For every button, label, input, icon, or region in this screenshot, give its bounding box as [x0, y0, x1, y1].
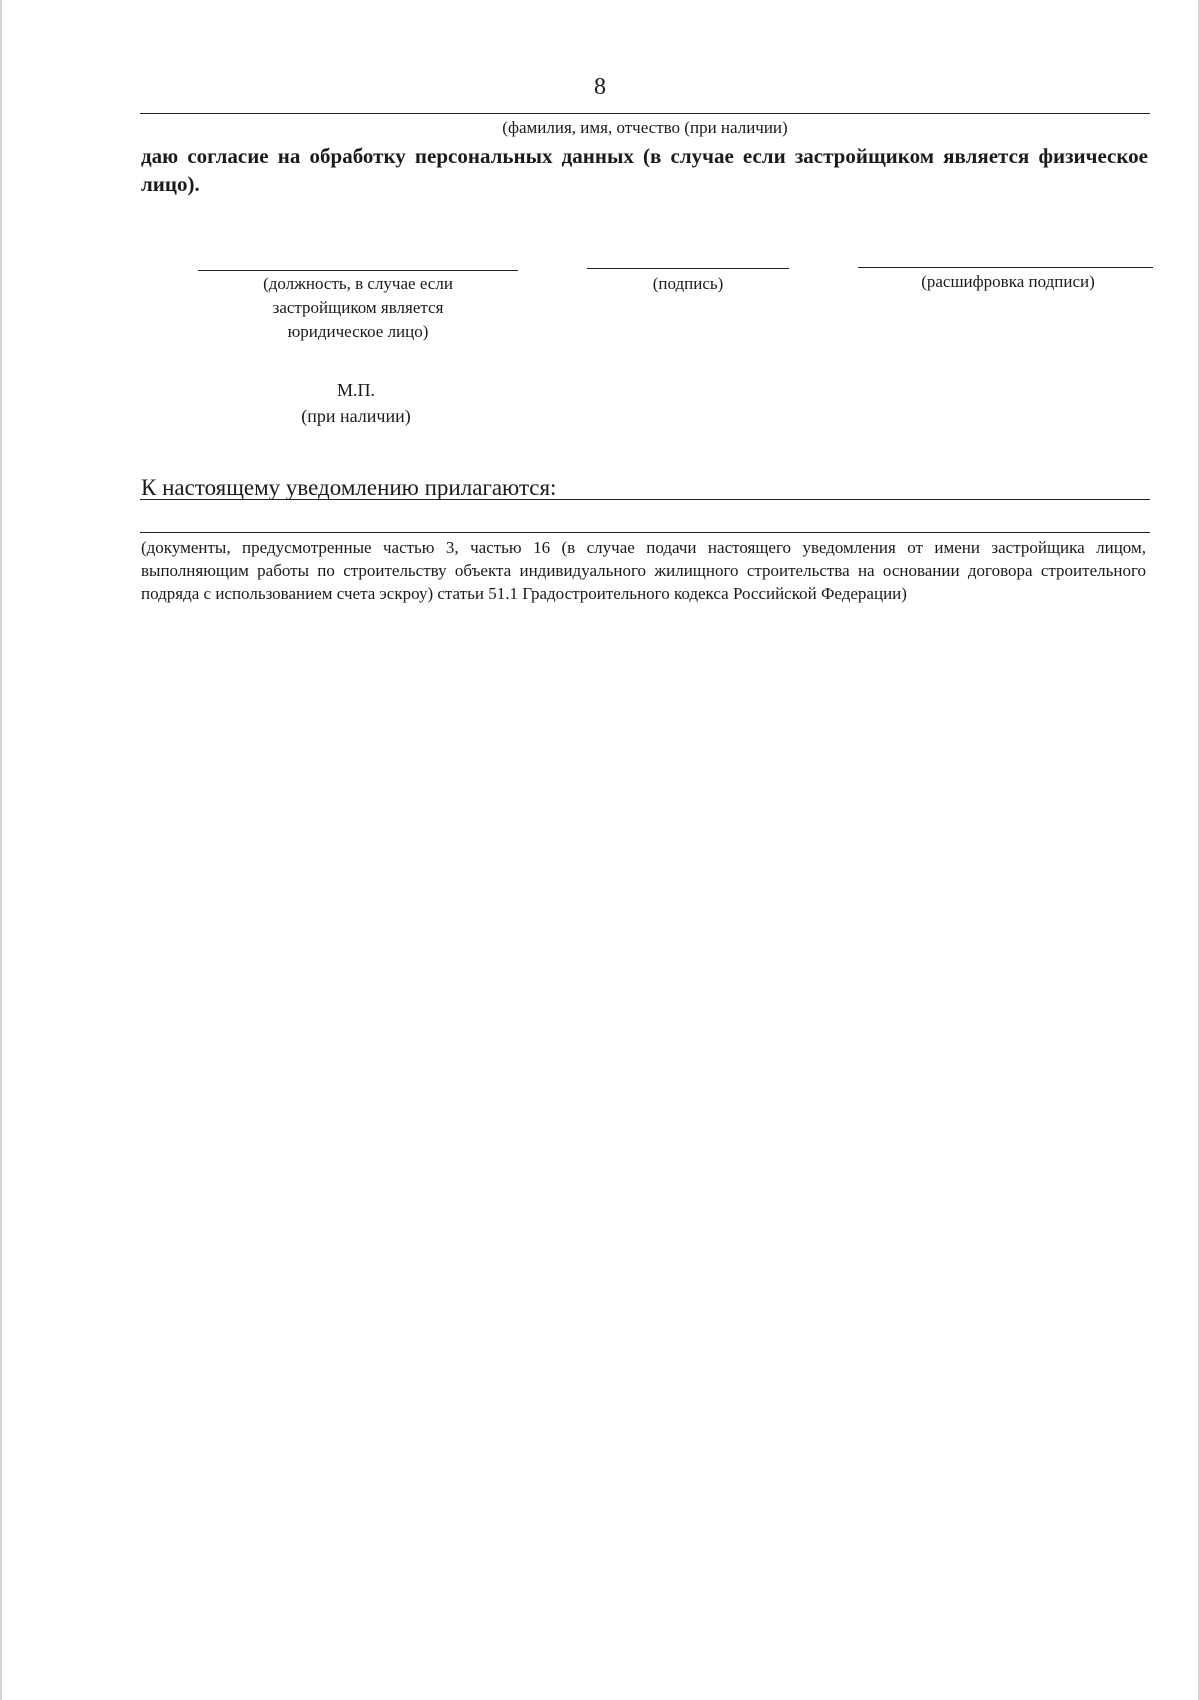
name-fill-line — [140, 113, 1150, 114]
signature-caption: (подпись) — [652, 274, 724, 293]
attachments-description: (документы, предусмотренные частью 3, частью 16 (в случае подачи настоящего уведомления от имени застройщика лицом, выполняющим работы по строительству объекта индивидуального жилищного строительства на основании договора строительного подряда с использованием счета эскроу) статьи 51.1 Градостроительного кодекса Российской Федерации) — [141, 538, 1146, 603]
signature-fill-line — [587, 268, 789, 269]
stamp-note: (при наличии) — [301, 406, 411, 426]
position-caption-line: юридическое лицо) — [287, 322, 429, 341]
position-caption-line: (должность, в случае если — [263, 274, 453, 293]
position-caption-line: застройщиком является — [272, 298, 444, 317]
attachments-heading: К настоящему уведомлению прилагаются: — [141, 475, 557, 500]
position-fill-line — [198, 270, 518, 271]
decoding-caption: (расшифровка подписи) — [921, 272, 1095, 291]
attachments-fill-line-2 — [140, 532, 1150, 533]
scan-edge-left — [0, 0, 2, 1700]
stamp-label: М.П. — [336, 380, 375, 400]
stamp-block — [236, 377, 476, 429]
attachments-fill-line-1 — [140, 499, 1150, 500]
name-caption: (фамилия, имя, отчество (при наличии) — [502, 118, 788, 137]
decoding-fill-line — [858, 267, 1153, 268]
page-number: 8 — [594, 74, 606, 100]
consent-statement: даю согласие на обработку персональных данных (в случае если застройщиком является физическое лицо). — [141, 144, 1148, 196]
position-caption — [198, 272, 518, 344]
